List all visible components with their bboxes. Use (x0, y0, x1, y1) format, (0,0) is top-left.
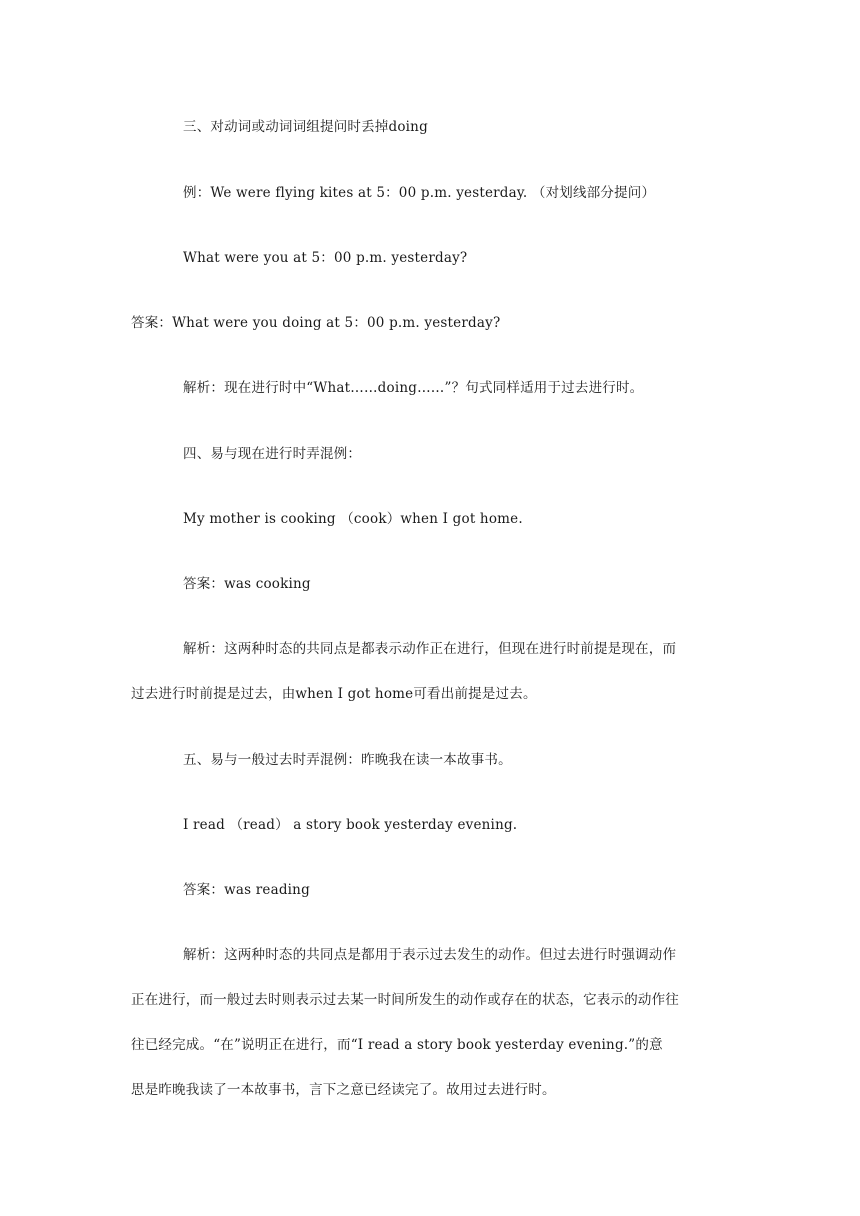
section-3-answer: 答案：What were you doing at 5：00 p.m. yesterday? (131, 315, 501, 331)
section-4-analysis-line-1: 解析：这两种时态的共同点是都表示动作正在进行，但现在进行时前提是现在，而 (183, 641, 677, 657)
section-3-example: 例：We were flying kites at 5：00 p.m. yesterday. （对划线部分提问） (183, 185, 656, 201)
section-5-analysis-line-4: 思是昨晚我读了一本故事书，言下之意已经读完了。故用过去进行时。 (131, 1082, 556, 1098)
section-5-analysis-line-3: 往已经完成。“在”说明正在进行，而“I read a story book yesterday evening.”的意 (131, 1037, 663, 1053)
section-5-question: I read （read） a story book yesterday evening. (183, 817, 518, 833)
section-4-analysis-line-2: 过去进行时前提是过去，由when I got home可看出前提是过去。 (131, 686, 537, 702)
section-4-answer: 答案：was cooking (183, 576, 311, 592)
section-3-heading: 三、对动词或动词词组提问时丢掉doing (183, 119, 428, 135)
section-3-analysis: 解析：现在进行时中“What……doing……”？句式同样适用于过去进行时。 (183, 380, 644, 396)
section-5-analysis-line-2: 正在进行，而一般过去时则表示过去某一时间所发生的动作或存在的状态，它表示的动作往 (131, 992, 679, 1008)
section-3-question: What were you at 5：00 p.m. yesterday? (183, 250, 468, 266)
section-5-heading: 五、易与一般过去时弄混例：昨晚我在读一本故事书。 (183, 752, 512, 768)
section-5-answer: 答案：was reading (183, 882, 310, 898)
section-5-analysis-line-1: 解析：这两种时态的共同点是都用于表示过去发生的动作。但过去进行时强调动作 (183, 947, 677, 963)
section-4-question: My mother is cooking （cook）when I got home. (183, 511, 523, 527)
section-4-heading: 四、易与现在进行时弄混例： (183, 446, 362, 462)
